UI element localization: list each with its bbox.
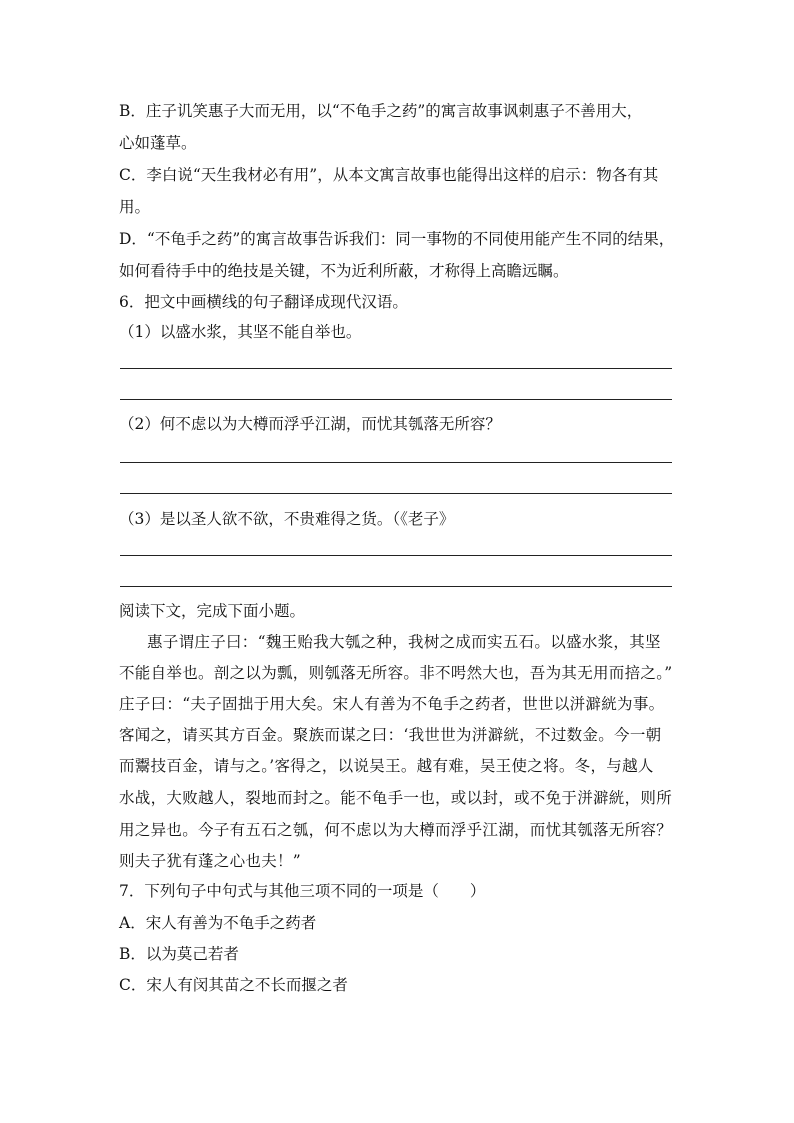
option-b-line-1: B．庄子讥笑惠子大而无用，以“不龟手之药”的寓言故事讽刺惠子不善用大，	[119, 102, 643, 120]
passage-line: 庄子曰：“夫子固拙于用大矣。宋人有善为不龟手之药者，世世以洴澼絖为事。	[119, 695, 665, 713]
option-d-line-2: 如何看待手中的绝技是关键，不为近利所蔽，才称得上高瞻远瞩。	[119, 262, 569, 280]
answer-line	[120, 368, 672, 369]
passage-line: 则夫子犹有蓬之心也夫！”	[119, 852, 302, 870]
question-6-title: 6．把文中画横线的句子翻译成现代汉语。	[119, 293, 408, 311]
option-d-line-1: D．“不龟手之药”的寓言故事告诉我们：同一事物的不同使用能产生不同的结果，	[119, 230, 675, 248]
answer-line	[120, 399, 672, 400]
option-a: A．宋人有善为不龟手之药者	[119, 914, 317, 932]
answer-line	[120, 555, 672, 556]
passage-line: 惠子谓庄子曰：“魏王贻我大瓠之种，我树之成而实五石。以盛水浆，其坚	[147, 633, 661, 651]
answer-line	[120, 586, 672, 587]
passage-line: 不能自举也。剖之以为瓢，则瓠落无所容。非不呺然大也，吾为其无用而掊之。”	[119, 664, 673, 682]
question-6-item-2: （2）何不虑以为大樽而浮乎江湖，而忧其瓠落无所容？	[119, 415, 501, 433]
option-c: C．宋人有闵其苗之不长而揠之者	[119, 976, 348, 994]
option-c-line-1: C．李白说“天生我材必有用”，从本文寓言故事也能得出这样的启示：物各有其	[119, 166, 659, 184]
reading-instruction: 阅读下文，完成下面小题。	[119, 602, 306, 620]
answer-line	[120, 493, 672, 494]
passage-line: 而鬻技百金，请与之。’客得之，以说吴王。越有难，吴王使之将。冬，与越人	[119, 757, 654, 775]
option-b-line-2: 心如蓬草。	[119, 134, 197, 152]
answer-line	[120, 462, 672, 463]
question-6-item-1: （1）以盛水浆，其坚不能自举也。	[119, 323, 362, 341]
option-b: B．以为莫己若者	[119, 945, 239, 963]
passage-line: 水战，大败越人，裂地而封之。能不龟手一也，或以封，或不免于洴澼絖，则所	[119, 789, 673, 807]
question-6-item-3: （3）是以圣人欲不欲，不贵难得之货。（《老子》	[119, 510, 455, 528]
passage-line: 客闻之，请买其方百金。聚族而谋之曰：‘我世世为洴澼絖，不过数金。今一朝	[119, 726, 662, 744]
question-7-title: 7．下列句子中句式与其他三项不同的一项是（ ）	[119, 882, 486, 900]
option-c-line-2: 用。	[119, 198, 151, 216]
passage-line: 用之异也。今子有五石之瓠，何不虑以为大樽而浮乎江湖，而忧其瓠落无所容？	[119, 821, 673, 839]
